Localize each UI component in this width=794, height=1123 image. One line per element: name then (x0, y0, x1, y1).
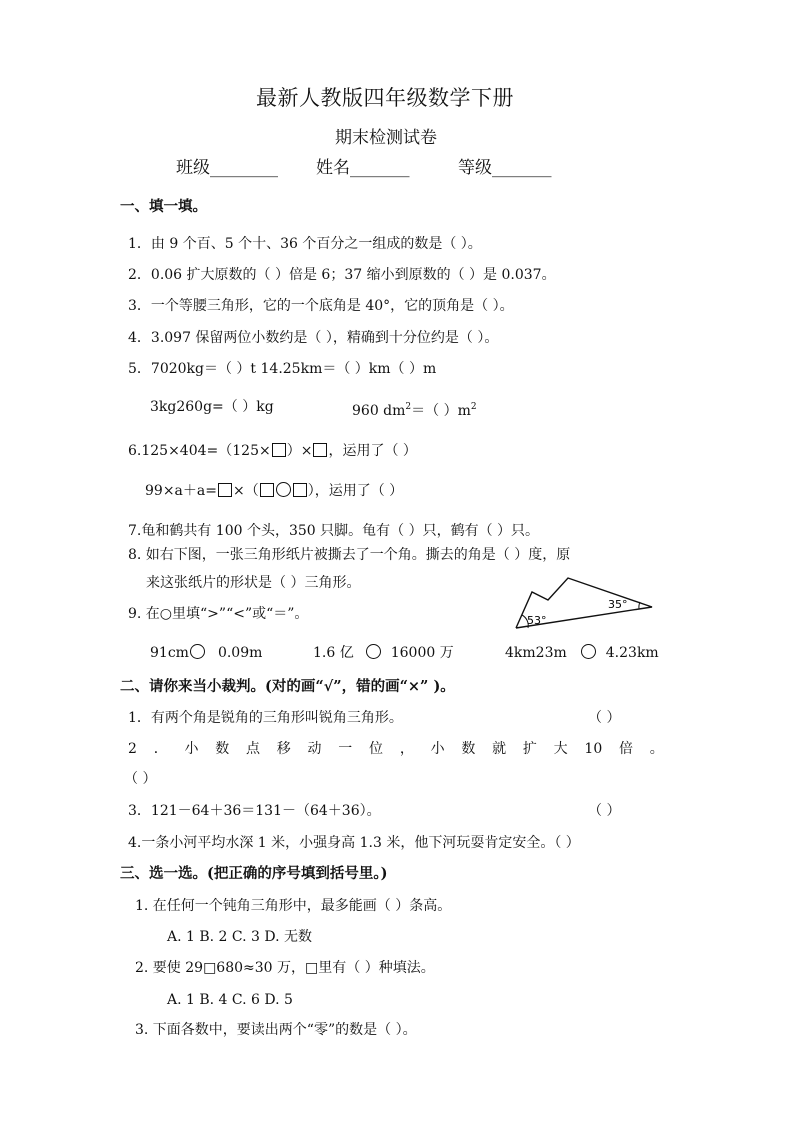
compare-circle[interactable] (366, 644, 381, 659)
answer-box[interactable] (218, 483, 232, 497)
judge-question-2-char: 移 (276, 741, 291, 757)
grade-field[interactable]: 等级_______ (458, 158, 552, 178)
q5b-dm-text: 960 dm (352, 403, 406, 419)
q5b-m-text: ＝（ ）m (411, 403, 471, 419)
judge-question-2-char: 扩 (522, 741, 537, 757)
answer-box[interactable] (313, 443, 327, 457)
compare-right: 16000 万 (390, 645, 454, 661)
answer-circle[interactable] (276, 482, 291, 497)
q6b-text-3: ），运用了（ ） (307, 483, 404, 499)
q5b-m-sup: 2 (470, 402, 477, 412)
q6a-text-1: 6.125×404=（125× (128, 443, 271, 459)
judge-question-2-char: 。 (649, 741, 664, 757)
compare-item-1 (150, 644, 262, 662)
name-field[interactable]: 姓名_______ (316, 158, 410, 178)
question-1-5b-part2 (352, 398, 477, 420)
torn-triangle-figure (508, 570, 658, 635)
angle-label-left: 53° (527, 614, 547, 627)
compare-circle[interactable] (581, 644, 596, 659)
choice-question-3: 3. 下面各数中，要读出两个“零”的数是（ ）。 (135, 1022, 417, 1038)
q6b-text-2: ×（ (232, 483, 259, 499)
answer-box[interactable] (260, 483, 274, 497)
q6b-text-1: 99×a＋a= (145, 483, 217, 499)
judge-question-1: 1．有两个角是锐角的三角形叫锐角三角形。 (128, 710, 403, 726)
judge-question-2-char: 10 (584, 741, 603, 757)
question-1-4: 4．3.097 保留两位小数约是（ ），精确到十分位约是（ ）。 (128, 330, 499, 346)
q6a-text-3: ，运用了（ ） (328, 443, 417, 459)
judge-question-2-char: ， (399, 741, 414, 757)
compare-item-2 (313, 644, 454, 662)
answer-box[interactable] (272, 443, 286, 457)
judge-question-2-char: 小 (184, 741, 199, 757)
judge-question-2-char: 位 (369, 741, 384, 757)
compare-item-3 (505, 644, 659, 662)
choice-question-2: 2. 要使 29□680≈30 万，□里有（ ）种填法。 (135, 960, 435, 976)
compare-left: 91cm (150, 645, 189, 661)
question-1-9: 9. 在○里填“>”“<”或“＝”。 (128, 606, 309, 622)
section-1-heading: 一、填一填。 (120, 198, 207, 215)
judge-question-2-char: ． (153, 741, 168, 757)
angle-label-right: 35° (608, 598, 628, 611)
judge-question-2 (128, 740, 664, 758)
question-1-6b (145, 482, 403, 500)
judge-question-3: 3．121－64＋36＝131－（64＋36）。 (128, 803, 381, 819)
q6a-text-2: ）× (286, 443, 313, 459)
judge-question-2-char: 倍 (619, 741, 633, 757)
choice-options-1: A. 1 B. 2 C. 3 D. 无数 (167, 929, 313, 945)
judge-question-2-char: 2 (128, 741, 137, 757)
section-2-heading: 二、请你来当小裁判。(对的画“√”，错的画“×” )。 (120, 678, 455, 695)
judge-question-2-char: 数 (461, 741, 476, 757)
judge-question-2-char: 一 (338, 741, 353, 757)
compare-right: 4.23km (605, 645, 659, 661)
judge-question-2-char: 就 (492, 741, 507, 757)
question-1-6a (128, 442, 417, 460)
question-1-2: 2．0.06 扩大原数的（ ）倍是 6；37 缩小到原数的（ ）是 0.037。 (128, 267, 556, 283)
judge-answer-2[interactable]: （ ） (124, 771, 157, 787)
question-1-3: 3．一个等腰三角形，它的一个底角是 40°，它的顶角是（ ）。 (128, 298, 514, 314)
answer-box[interactable] (293, 483, 307, 497)
question-1-8a: 8. 如右下图，一张三角形纸片被撕去了一个角。撕去的角是（ ）度，原 (128, 547, 571, 563)
compare-right: 0.09m (217, 645, 263, 661)
page-subtitle: 期末检测试卷 (335, 128, 437, 148)
question-1-8b: 来这张纸片的形状是（ ）三角形。 (146, 575, 361, 591)
choice-options-2: A. 1 B. 4 C. 6 D. 5 (167, 992, 293, 1008)
page-title: 最新人教版四年级数学下册 (256, 86, 514, 110)
judge-question-2-char: 点 (245, 741, 260, 757)
section-3-heading: 三、选一选。(把正确的序号填到括号里。) (120, 865, 388, 882)
choice-question-1: 1. 在任何一个钝角三角形中，最多能画（ ）条高。 (135, 898, 452, 914)
compare-left: 1.6 亿 (313, 645, 354, 661)
question-1-5a: 5．7020kg＝（ ）t 14.25km＝（ ）km（ ）m (128, 361, 437, 377)
judge-question-4: 4.一条小河平均水深 1 米，小强身高 1.3 米，他下河玩耍肯定安全。（ ） (128, 835, 580, 851)
q5b-dm-sup: 2 (405, 402, 412, 412)
judge-answer-1[interactable]: （ ） (588, 710, 621, 726)
judge-question-2-char: 大 (553, 741, 568, 757)
judge-question-2-char: 数 (215, 741, 230, 757)
class-field[interactable]: 班级________ (176, 158, 278, 178)
judge-question-2-char: 动 (307, 741, 322, 757)
judge-answer-3[interactable]: （ ） (588, 803, 621, 819)
compare-circle[interactable] (190, 644, 205, 659)
question-1-5b-part1: 3kg260g=（ ）kg (150, 399, 274, 415)
question-1-1: 1．由 9 个百、5 个十、36 个百分之一组成的数是（ ）。 (128, 236, 482, 252)
judge-question-2-char: 小 (430, 741, 445, 757)
question-1-7: 7.龟和鹤共有 100 个头，350 只脚。龟有（ ）只，鹤有（ ）只。 (128, 523, 540, 539)
compare-left: 4km23m (505, 645, 567, 661)
